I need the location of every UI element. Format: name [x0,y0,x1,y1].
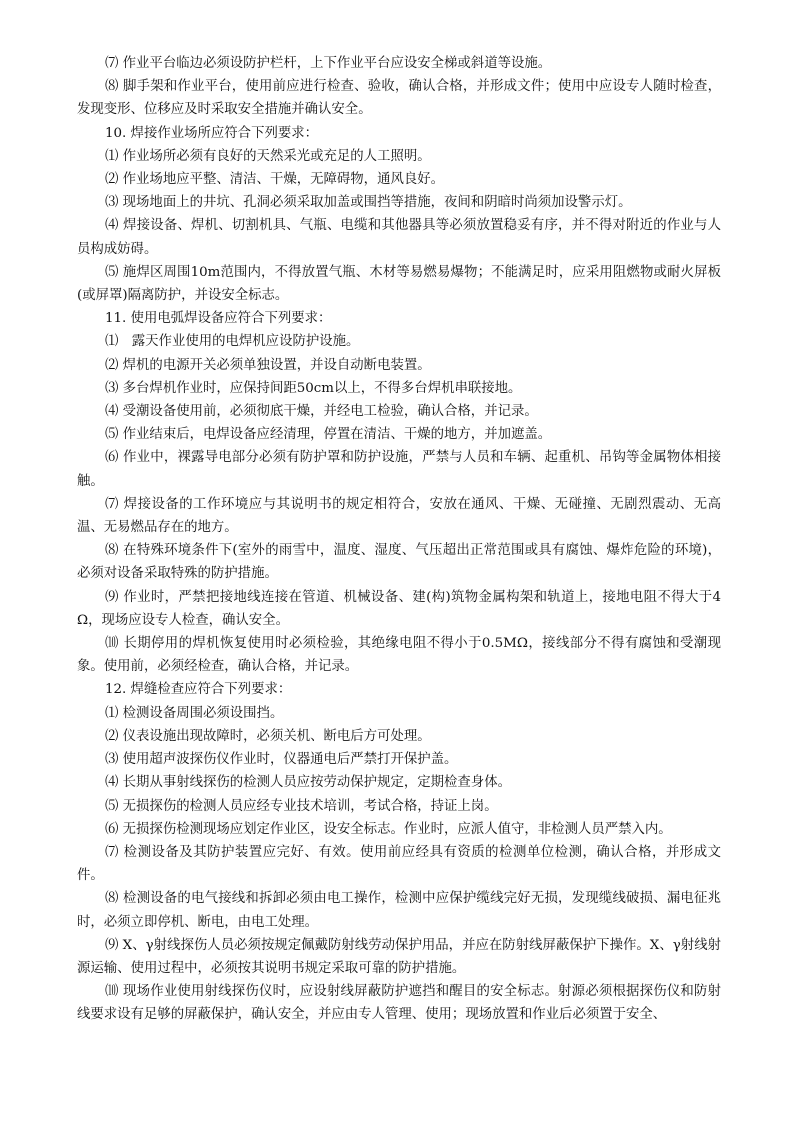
paragraph: ⑽ 长期停用的焊机恢复使用时必须检验，其绝缘电阻不得小于0.5MΩ，接线部分不得有腐蚀和受潮现象。使用前，必须经检查，确认合格，并记录。 [77,636,721,675]
paragraph: ⑷ 长期从事射线探伤的检测人员应按劳动保护规定，定期检查身体。 [105,775,511,791]
paragraph: ⑽ 现场作业使用射线探伤仪时，应设射线屏蔽防护遮挡和醒目的安全标志。射源必须根据探伤仪和防射线要求设有足够的屏蔽保护，确认安全，并应由专人管理、使用；现场放置和作业后必须置于安全、 [77,984,721,1023]
paragraph: ⑴ 检测设备周围必须设围挡。 [105,705,284,721]
paragraph: ⑵ 作业场地应平整、清洁、干燥，无障碍物，通风良好。 [105,172,445,188]
paragraph: ⑴ 作业场所必须有良好的天然采光或充足的人工照明。 [105,148,431,164]
paragraph: ⑸ 施焊区周围10m范围内，不得放置气瓶、木材等易燃易爆物；不能满足时，应采用阻燃物或耐火屏板(或屏罩)隔离防护，并设安全标志。 [77,264,721,304]
paragraph: ⑶ 现场地面上的井坑、孔洞必须采取加盖或围挡等措施，夜间和阴暗时尚须加设警示灯。 [105,195,632,211]
paragraph: ⑶ 多台焊机作业时，应保持间距50cm以上，不得多台焊机串联接地。 [105,380,522,396]
paragraph: ⑸ 作业结束后，电焊设备应经清理，停置在清洁、干燥的地方，并加遮盖。 [105,427,552,443]
paragraph: ⑻ 在特殊环境条件下(室外的雨雪中，温度、湿度、气压超出正常范围或具有腐蚀、爆炸危险的环境)，必须对设备采取特殊的防护措施。 [77,543,721,582]
document-body [77,52,721,1027]
paragraph: ⑼ Χ、γ射线探伤人员必须按规定佩戴防射线劳动保护用品，并应在防射线屏蔽保护下操作。Χ、γ射线射源运输、使用过程中，必须按其说明书规定采取可靠的防护措施。 [77,937,721,976]
paragraph: ⑶ 使用超声波探伤仪作业时，仪器通电后严禁打开保护盖。 [105,752,458,768]
paragraph: ⑹ 作业中，裸露导电部分必须有防护罩和防护设施，严禁与人员和车辆、起重机、吊钩等金属物体相接触。 [77,450,721,489]
paragraph: ⑴ 露天作业使用的电焊机应设防护设施。 [105,334,360,350]
paragraph: ⑷ 受潮设备使用前，必须彻底干燥，并经电工检验，确认合格，并记录。 [105,404,538,420]
paragraph: ⑵ 焊机的电源开关必须单独设置，并设自动断电装置。 [105,357,431,373]
paragraph: ⑵ 仪表设施出现故障时，必须关机、断电后方可处理。 [105,728,431,744]
paragraph: ⑹ 无损探伤检测现场应划定作业区，设安全标志。作业时，应派人值守，非检测人员严禁入内。 [105,821,672,837]
paragraph: ⑺ 作业平台临边必须设防护栏杆，上下作业平台应设安全梯或斜道等设施。 [105,56,552,71]
paragraph: ⑸ 无损探伤的检测人员应经专业技术培训，考试合格，持证上岗。 [105,798,498,814]
paragraph: ⑺ 焊接设备的工作环境应与其说明书的规定相符合，安放在通风、干燥、无碰撞、无剧烈震动、无高温、无易燃品存在的地方。 [77,496,721,536]
paragraph: ⑼ 作业时，严禁把接地线连接在管道、机械设备、建(构)筑物金属构架和轨道上，接地电阻不得大于4Ω，现场应设专人检查，确认安全。 [77,589,721,628]
paragraph: ⑻ 检测设备的电气接线和拆卸必须由电工操作，检测中应保护缆线完好无损，发现缆线破损、漏电征兆时，必须立即停机、断电，由电工处理。 [77,891,721,930]
section-heading: 11. 使用电弧焊设备应符合下列要求： [105,311,332,327]
paragraph: ⑻ 脚手架和作业平台，使用前应进行检查、验收，确认合格，并形成文件；使用中应设专人随时检查，发现变形、位移应及时采取安全措施并确认安全。 [77,79,721,118]
paragraph: ⑷ 焊接设备、焊机、切割机具、气瓶、电缆和其他器具等必须放置稳妥有序，并不得对附近的作业与人员构成妨碍。 [77,218,721,257]
section-heading: 10. 焊接作业场所应符合下列要求： [105,125,319,141]
paragraph: ⑺ 检测设备及其防护装置应完好、有效。使用前应经具有资质的检测单位检测，确认合格，并形成文件。 [77,844,721,884]
section-heading: 12. 焊缝检查应符合下列要求： [105,682,292,698]
